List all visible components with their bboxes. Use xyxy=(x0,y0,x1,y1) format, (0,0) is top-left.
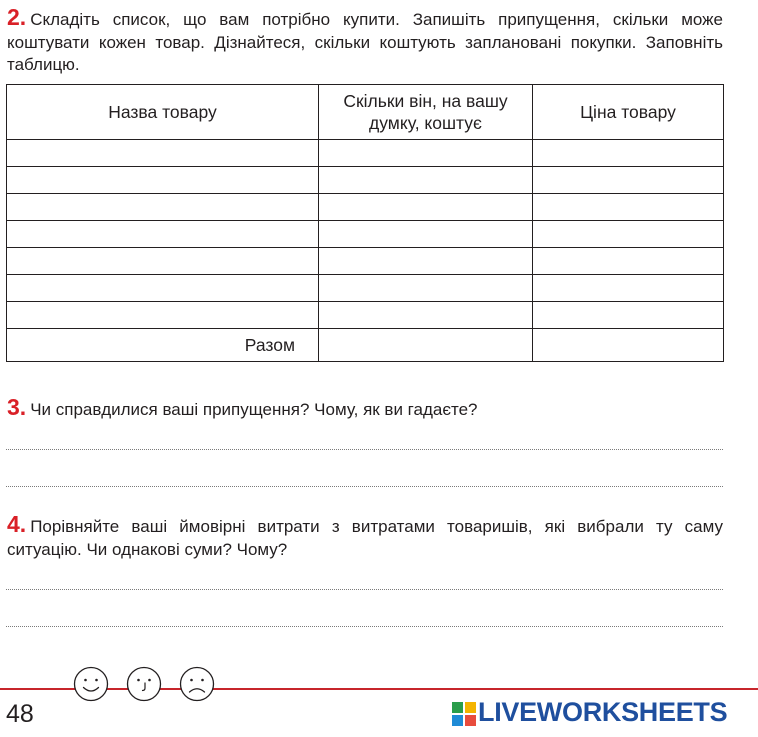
cell-estimated-price[interactable] xyxy=(319,194,533,221)
cell-actual-price[interactable] xyxy=(533,302,724,329)
answer-line[interactable] xyxy=(6,589,723,590)
page-number: 48 xyxy=(6,700,34,728)
table-row xyxy=(7,221,724,248)
cell-actual-price[interactable] xyxy=(533,167,724,194)
table-row xyxy=(7,248,724,275)
task-text: Складіть список, що вам потрібно купити. Запишіть припущення, скільки може коштувати кожен товар. Дізнайтеся, скільки коштують заплановані покупки. Заповніть таблицю. xyxy=(7,10,723,74)
total-label: Разом xyxy=(7,329,319,362)
cell-actual-price[interactable] xyxy=(533,140,724,167)
table-row xyxy=(7,275,724,302)
liveworksheets-logo-icon xyxy=(452,702,476,726)
answer-line[interactable] xyxy=(6,486,723,487)
cell-actual-price[interactable] xyxy=(533,221,724,248)
cell-product-name[interactable] xyxy=(7,194,319,221)
brand-logo xyxy=(452,697,752,731)
neutral-face-icon[interactable] xyxy=(126,666,162,702)
table-row xyxy=(7,194,724,221)
total-estimate-cell[interactable] xyxy=(319,329,533,362)
task-4 xyxy=(7,513,723,561)
smiling-face-icon[interactable] xyxy=(73,666,109,702)
answer-line[interactable] xyxy=(6,626,723,627)
header-estimated-price: Скільки він, на вашу думку, коштує xyxy=(319,85,533,140)
table-row xyxy=(7,167,724,194)
cell-product-name[interactable] xyxy=(7,248,319,275)
cell-estimated-price[interactable] xyxy=(319,302,533,329)
cell-estimated-price[interactable] xyxy=(319,140,533,167)
task-number: 3. xyxy=(7,394,27,420)
cell-product-name[interactable] xyxy=(7,167,319,194)
task-3 xyxy=(7,396,723,422)
cell-estimated-price[interactable] xyxy=(319,248,533,275)
sad-face-icon[interactable] xyxy=(179,666,215,702)
cell-product-name[interactable] xyxy=(7,275,319,302)
table-row xyxy=(7,140,724,167)
task-2 xyxy=(7,6,723,77)
header-actual-price: Ціна товару xyxy=(533,85,724,140)
cell-product-name[interactable] xyxy=(7,140,319,167)
cell-actual-price[interactable] xyxy=(533,275,724,302)
cell-actual-price[interactable] xyxy=(533,248,724,275)
cell-estimated-price[interactable] xyxy=(319,167,533,194)
cell-actual-price[interactable] xyxy=(533,194,724,221)
task-text: Чи справдилися ваші припущення? Чому, як ви гадаєте? xyxy=(30,400,478,419)
brand-name: LIVEWORKSHEETS xyxy=(478,697,728,727)
task-text: Порівняйте ваші ймовірні витрати з витратами товаришів, які вибрали ту саму ситуацію. Чи однакові суми? Чому? xyxy=(7,517,723,559)
table-row xyxy=(7,302,724,329)
self-assessment-faces xyxy=(70,666,220,706)
cell-estimated-price[interactable] xyxy=(319,221,533,248)
cell-product-name[interactable] xyxy=(7,221,319,248)
table-header-row xyxy=(7,85,724,140)
table-total-row xyxy=(7,329,724,362)
task-number: 2. xyxy=(7,4,27,30)
price-table xyxy=(6,84,724,362)
cell-estimated-price[interactable] xyxy=(319,275,533,302)
total-price-cell[interactable] xyxy=(533,329,724,362)
header-product-name: Назва товару xyxy=(7,85,319,140)
task-number: 4. xyxy=(7,511,27,537)
answer-line[interactable] xyxy=(6,449,723,450)
cell-product-name[interactable] xyxy=(7,302,319,329)
